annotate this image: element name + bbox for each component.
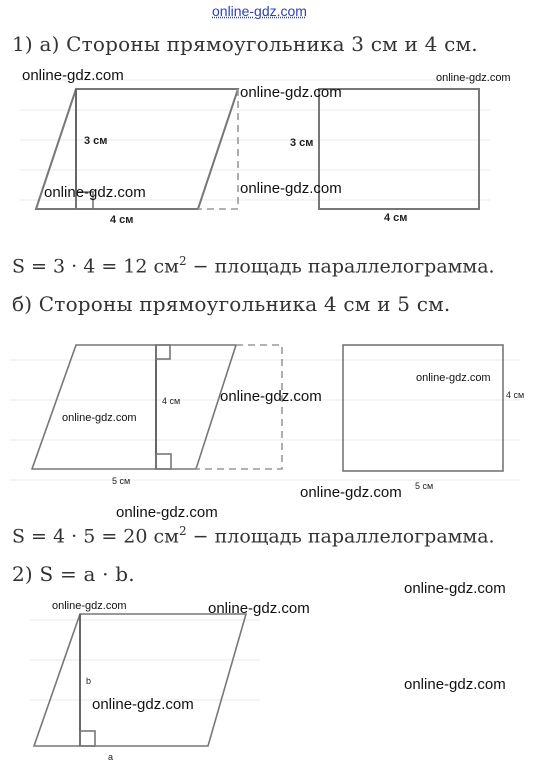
watermark-15: online-gdz.com [92, 696, 194, 713]
task2-formula: 2) S = a · b. [12, 562, 135, 586]
watermark-4: online-gdz.com [44, 184, 146, 201]
formula-1b [12, 524, 495, 547]
label-1b-left-height: 4 см [162, 396, 181, 406]
watermark-11: online-gdz.com [404, 580, 506, 597]
watermark-5: online-gdz.com [240, 180, 342, 197]
formula-1b-tail: − площадь параллелограмма. [186, 525, 495, 548]
watermark-14: online-gdz.com [404, 676, 506, 693]
formula-1a [12, 254, 495, 277]
parallelogram-1b [32, 345, 236, 469]
rectangle-1b [343, 345, 503, 471]
watermark-13: online-gdz.com [208, 600, 310, 617]
watermark-1: online-gdz.com [22, 67, 124, 84]
label-1b-right-base: 5 см [415, 481, 434, 491]
formula-1a-tail: − площадь параллелограмма. [186, 255, 495, 278]
label-2-base-a: a [108, 752, 114, 762]
label-2-height-b: b [86, 676, 92, 686]
watermark-7: online-gdz.com [62, 412, 137, 424]
top-angle-mark-1b [156, 345, 170, 359]
formula-1a-sup: 2 [178, 254, 187, 268]
label-1a-right-height: 3 см [290, 137, 314, 149]
watermark-8: online-gdz.com [220, 388, 322, 405]
label-1a-left-base: 4 см [110, 214, 134, 226]
task1b-title: б) Стороны прямоугольника 4 см и 5 см. [12, 292, 451, 316]
dashed-completion-1b [196, 345, 282, 469]
watermark-12: online-gdz.com [52, 600, 127, 612]
rectangle-1a [319, 89, 479, 209]
watermark-2: online-gdz.com [240, 84, 342, 101]
parallelogram-2 [34, 614, 246, 746]
watermark-3: online-gdz.com [436, 72, 511, 84]
formula-1a-main: S = 3 · 4 = 12 см [12, 255, 179, 278]
formula-1b-main: S = 4 · 5 = 20 см [12, 525, 179, 548]
header-site-watermark: online-gdz.com [212, 3, 307, 19]
label-1a-left-height: 3 см [84, 135, 108, 147]
task1a-title: 1) а) Стороны прямоугольника 3 см и 4 см. [12, 32, 478, 56]
label-1a-right-base: 4 см [384, 212, 408, 224]
formula-1b-sup: 2 [178, 524, 187, 538]
watermark-9: online-gdz.com [116, 504, 218, 521]
right-angle-mark-2 [80, 731, 95, 746]
label-1b-right-height: 4 см [506, 390, 525, 400]
watermark-10: online-gdz.com [300, 484, 402, 501]
right-angle-mark-1b [156, 454, 171, 469]
label-1b-left-base: 5 см [112, 476, 131, 486]
watermark-6: online-gdz.com [416, 372, 491, 384]
